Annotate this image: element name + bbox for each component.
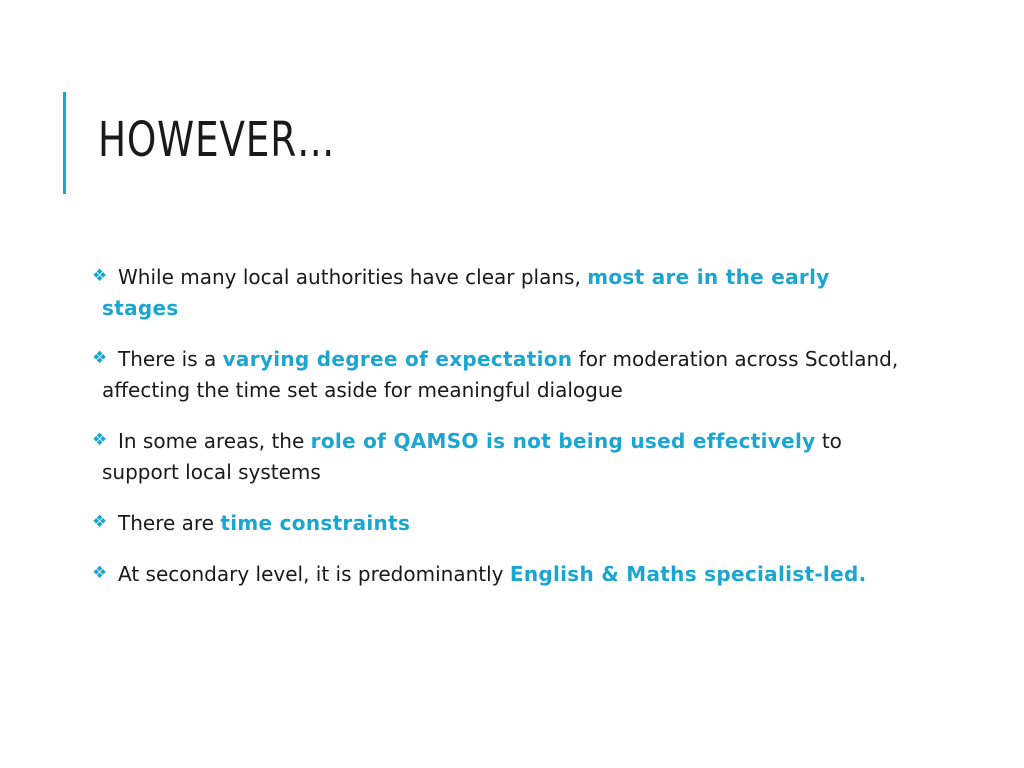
diamond-bullet-icon: ❖ xyxy=(92,512,108,532)
bullet-text: for moderation across Scotland, affecting the time set aside for meaningful dialogue xyxy=(102,347,899,402)
bullet-item xyxy=(92,262,912,324)
diamond-bullet-icon: ❖ xyxy=(92,348,108,368)
bullet-item xyxy=(92,426,912,488)
bullet-item xyxy=(92,508,912,539)
bullet-highlight: time constraints xyxy=(220,511,411,535)
bullet-item xyxy=(92,344,912,406)
diamond-bullet-icon: ❖ xyxy=(92,563,108,583)
title-accent-bar xyxy=(63,92,66,194)
bullet-text: There are xyxy=(118,511,221,535)
bullet-text: In some areas, the xyxy=(118,429,311,453)
bullet-item xyxy=(92,559,912,590)
bullet-text: to support local systems xyxy=(102,429,842,484)
bullet-text: At secondary level, it is predominantly xyxy=(118,562,510,586)
bullet-list xyxy=(92,262,912,610)
diamond-bullet-icon: ❖ xyxy=(92,266,108,286)
diamond-bullet-icon: ❖ xyxy=(92,430,108,450)
slide-title: HOWEVER… xyxy=(98,112,336,168)
bullet-highlight: most are in the early stages xyxy=(102,265,830,320)
bullet-highlight: role of QAMSO is not being used effectively xyxy=(310,429,816,453)
bullet-text: While many local authorities have clear plans, xyxy=(118,265,588,289)
bullet-highlight: varying degree of expectation xyxy=(222,347,573,371)
bullet-highlight: English & Maths specialist-led. xyxy=(509,562,867,586)
bullet-text: There is a xyxy=(118,347,223,371)
